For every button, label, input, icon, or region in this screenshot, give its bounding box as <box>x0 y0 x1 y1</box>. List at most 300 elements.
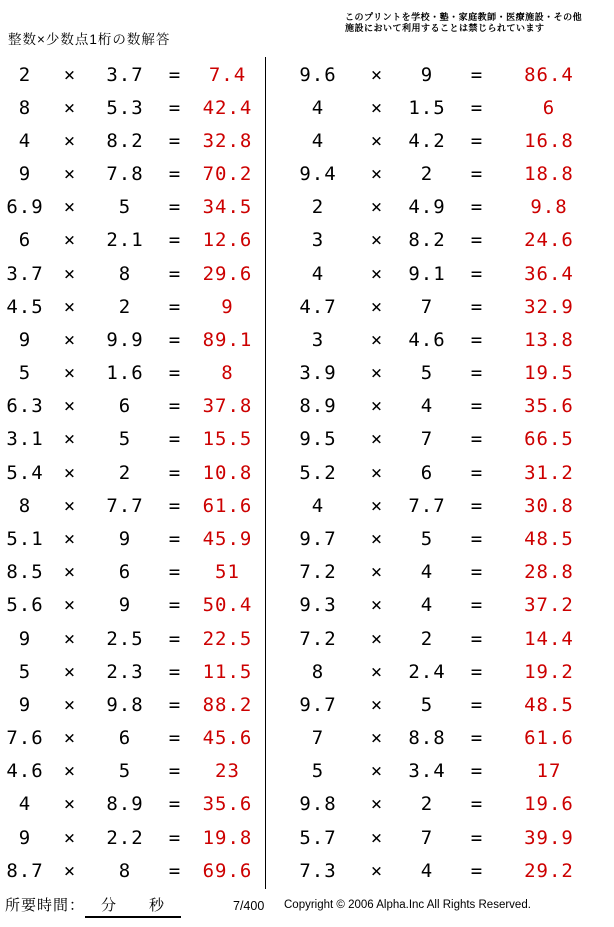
multiplicand: 4.5 <box>6 295 44 318</box>
times-icon: × <box>370 328 384 351</box>
multiplier: 4 <box>420 859 434 882</box>
times-icon: × <box>63 328 77 351</box>
multiplicand: 9 <box>18 163 32 186</box>
answer-value: 10.8 <box>202 461 253 484</box>
equals-sign: = <box>168 229 182 252</box>
multiplicand: 6.9 <box>6 196 44 219</box>
multiplier: 2.5 <box>106 627 144 650</box>
answer-value: 23 <box>215 760 240 783</box>
problem-row <box>266 721 614 754</box>
times-icon: × <box>63 96 77 119</box>
problem-row <box>0 124 265 157</box>
multiplicand: 6.3 <box>6 395 44 418</box>
multiplicand: 9 <box>18 328 32 351</box>
times-icon: × <box>63 594 77 617</box>
multiplier: 5 <box>118 196 132 219</box>
problem-row <box>266 556 614 589</box>
answer-value: 37.8 <box>202 395 253 418</box>
answer-value: 66.5 <box>524 428 574 451</box>
answer-value: 35.6 <box>202 793 253 816</box>
answer-value: 8 <box>221 362 234 385</box>
problem-row <box>0 589 265 622</box>
multiplicand: 7 <box>311 727 325 750</box>
times-icon: × <box>63 428 77 451</box>
equals-sign: = <box>470 428 484 451</box>
equals-sign: = <box>470 693 484 716</box>
multiplicand: 8 <box>311 660 325 683</box>
multiplier: 1.6 <box>106 362 144 385</box>
multiplicand: 9.7 <box>299 527 337 550</box>
multiplicand: 4.7 <box>299 295 337 318</box>
answer-value: 36.4 <box>524 262 574 285</box>
times-icon: × <box>63 395 77 418</box>
times-icon: × <box>63 362 77 385</box>
times-icon: × <box>370 362 384 385</box>
multiplier: 2 <box>420 627 434 650</box>
problem-row <box>0 456 265 489</box>
times-icon: × <box>370 561 384 584</box>
times-icon: × <box>63 494 77 517</box>
equals-sign: = <box>470 527 484 550</box>
multiplicand: 9.4 <box>299 163 337 186</box>
times-icon: × <box>370 295 384 318</box>
equals-sign: = <box>168 163 182 186</box>
times-icon: × <box>370 96 384 119</box>
equals-sign: = <box>168 395 182 418</box>
time-fill-in-blank <box>85 894 181 918</box>
answer-value: 29.6 <box>202 262 253 285</box>
problem-row <box>0 58 265 91</box>
multiplicand: 9 <box>18 826 32 849</box>
multiplier: 5 <box>420 527 434 550</box>
problem-row <box>0 489 265 522</box>
multiplier: 4.6 <box>408 328 446 351</box>
problem-row <box>266 158 614 191</box>
problem-row <box>0 224 265 257</box>
multiplicand: 8.9 <box>299 395 337 418</box>
multiplier: 9.9 <box>106 328 144 351</box>
equals-sign: = <box>168 660 182 683</box>
multiplier: 2 <box>420 793 434 816</box>
multiplicand: 7.3 <box>299 859 337 882</box>
multiplicand: 7.2 <box>299 561 337 584</box>
multiplicand: 4 <box>311 262 325 285</box>
multiplier: 8.2 <box>106 129 144 152</box>
times-icon: × <box>63 727 77 750</box>
multiplicand: 8 <box>18 494 32 517</box>
problem-row <box>0 290 265 323</box>
multiplier: 7 <box>420 428 434 451</box>
answer-value: 34.5 <box>202 196 253 219</box>
problem-row <box>0 357 265 390</box>
equals-sign: = <box>168 262 182 285</box>
multiplier: 9 <box>118 527 132 550</box>
equals-sign: = <box>470 262 484 285</box>
equals-sign: = <box>470 96 484 119</box>
multiplier: 3.7 <box>106 63 144 86</box>
times-icon: × <box>370 760 384 783</box>
multiplicand: 8.5 <box>6 561 44 584</box>
multiplicand: 3 <box>311 328 325 351</box>
multiplier: 4 <box>420 561 434 584</box>
equals-sign: = <box>470 793 484 816</box>
multiplicand: 9.8 <box>299 793 337 816</box>
multiplier: 6 <box>118 727 132 750</box>
equals-sign: = <box>168 727 182 750</box>
multiplicand: 3.1 <box>6 428 44 451</box>
answer-value: 29.2 <box>524 859 574 882</box>
times-icon: × <box>370 693 384 716</box>
answer-value: 37.2 <box>524 594 574 617</box>
answer-value: 30.8 <box>524 494 574 517</box>
equals-sign: = <box>168 129 182 152</box>
equals-sign: = <box>470 727 484 750</box>
multiplier: 8.9 <box>106 793 144 816</box>
times-icon: × <box>63 295 77 318</box>
problem-row <box>266 854 614 887</box>
multiplier: 2.1 <box>106 229 144 252</box>
multiplier: 7.7 <box>408 494 446 517</box>
answer-value: 31.2 <box>524 461 574 484</box>
times-icon: × <box>370 229 384 252</box>
multiplicand: 4 <box>18 129 32 152</box>
times-icon: × <box>370 793 384 816</box>
problem-row <box>266 456 614 489</box>
multiplicand: 7.6 <box>6 727 44 750</box>
answer-value: 9.8 <box>530 196 568 219</box>
equals-sign: = <box>168 461 182 484</box>
multiplicand: 8 <box>18 96 32 119</box>
multiplicand: 9.7 <box>299 693 337 716</box>
problem-row <box>0 622 265 655</box>
times-icon: × <box>370 826 384 849</box>
times-icon: × <box>370 594 384 617</box>
equals-sign: = <box>168 627 182 650</box>
times-icon: × <box>63 760 77 783</box>
answer-value: 35.6 <box>524 395 574 418</box>
problem-row <box>266 124 614 157</box>
problem-row <box>266 655 614 688</box>
multiplier: 8 <box>118 262 132 285</box>
multiplicand: 3.9 <box>299 362 337 385</box>
problem-row <box>0 854 265 887</box>
equals-sign: = <box>168 693 182 716</box>
answer-value: 45.6 <box>202 727 253 750</box>
multiplicand: 4 <box>311 494 325 517</box>
times-icon: × <box>370 727 384 750</box>
time-required-label: 所要時間： <box>5 897 86 914</box>
problem-row <box>266 788 614 821</box>
equals-sign: = <box>470 461 484 484</box>
equals-sign: = <box>470 760 484 783</box>
times-icon: × <box>63 63 77 86</box>
multiplier: 8 <box>118 859 132 882</box>
equals-sign: = <box>470 561 484 584</box>
multiplicand: 4 <box>311 129 325 152</box>
multiplier: 2.4 <box>408 660 446 683</box>
multiplicand: 3 <box>311 229 325 252</box>
equals-sign: = <box>168 328 182 351</box>
problem-row <box>0 821 265 854</box>
equals-sign: = <box>168 196 182 219</box>
problem-row <box>0 721 265 754</box>
multiplier: 4.9 <box>408 196 446 219</box>
answer-value: 19.5 <box>524 362 574 385</box>
answer-value: 45.9 <box>202 527 253 550</box>
equals-sign: = <box>470 395 484 418</box>
multiplier: 3.4 <box>408 760 446 783</box>
equals-sign: = <box>168 527 182 550</box>
equals-sign: = <box>168 63 182 86</box>
answer-value: 24.6 <box>524 229 574 252</box>
equals-sign: = <box>470 660 484 683</box>
times-icon: × <box>63 163 77 186</box>
multiplicand: 9.5 <box>299 428 337 451</box>
answer-value: 61.6 <box>524 727 574 750</box>
multiplicand: 5 <box>18 660 32 683</box>
multiplier: 6 <box>118 561 132 584</box>
answer-value: 28.8 <box>524 561 574 584</box>
multiplicand: 2 <box>311 196 325 219</box>
problem-row <box>266 91 614 124</box>
multiplier: 5 <box>118 760 132 783</box>
usage-disclaimer <box>345 12 583 34</box>
multiplier: 2.2 <box>106 826 144 849</box>
times-icon: × <box>63 793 77 816</box>
problem-row <box>0 423 265 456</box>
seconds-label: 秒 <box>149 897 166 914</box>
multiplicand: 5.2 <box>299 461 337 484</box>
multiplicand: 5 <box>311 760 325 783</box>
multiplier: 4.2 <box>408 129 446 152</box>
times-icon: × <box>63 461 77 484</box>
problem-row <box>266 390 614 423</box>
problem-row <box>0 788 265 821</box>
multiplier: 7.8 <box>106 163 144 186</box>
answer-value: 51 <box>215 561 240 584</box>
multiplier: 4 <box>420 594 434 617</box>
times-icon: × <box>370 859 384 882</box>
multiplier: 7 <box>420 826 434 849</box>
times-icon: × <box>63 660 77 683</box>
multiplier: 5 <box>118 428 132 451</box>
times-icon: × <box>370 527 384 550</box>
equals-sign: = <box>168 494 182 517</box>
multiplier: 1.5 <box>408 96 446 119</box>
multiplicand: 7.2 <box>299 627 337 650</box>
problem-row <box>266 755 614 788</box>
answer-value: 32.8 <box>202 129 253 152</box>
problem-row <box>266 589 614 622</box>
equals-sign: = <box>470 328 484 351</box>
answer-value: 19.8 <box>202 826 253 849</box>
problem-row <box>0 158 265 191</box>
answer-value: 9 <box>221 295 234 318</box>
usage-disclaimer-line2: 施設において利用することは禁じられています <box>345 23 545 33</box>
answer-value: 48.5 <box>524 693 574 716</box>
multiplier: 6 <box>420 461 434 484</box>
times-icon: × <box>370 262 384 285</box>
page-title: 整数×少数点1桁の数解答 <box>8 32 171 47</box>
problem-row <box>266 224 614 257</box>
times-icon: × <box>370 461 384 484</box>
problem-row <box>266 688 614 721</box>
times-icon: × <box>370 63 384 86</box>
equals-sign: = <box>470 63 484 86</box>
answer-value: 19.2 <box>524 660 574 683</box>
problem-row <box>266 821 614 854</box>
times-icon: × <box>370 494 384 517</box>
answer-value: 61.6 <box>202 494 253 517</box>
answer-value: 42.4 <box>202 96 253 119</box>
multiplier: 8.2 <box>408 229 446 252</box>
multiplier: 2 <box>118 461 132 484</box>
multiplier: 5 <box>420 693 434 716</box>
answer-value: 13.8 <box>524 328 574 351</box>
times-icon: × <box>63 826 77 849</box>
multiplier: 2 <box>118 295 132 318</box>
multiplicand: 3.7 <box>6 262 44 285</box>
problem-row <box>266 290 614 323</box>
times-icon: × <box>370 129 384 152</box>
answer-value: 50.4 <box>202 594 253 617</box>
equals-sign: = <box>168 760 182 783</box>
multiplier: 6 <box>118 395 132 418</box>
times-icon: × <box>370 163 384 186</box>
problem-row <box>266 191 614 224</box>
multiplicand: 9 <box>18 693 32 716</box>
problem-row <box>266 357 614 390</box>
equals-sign: = <box>168 793 182 816</box>
problem-row <box>0 655 265 688</box>
equals-sign: = <box>470 826 484 849</box>
answer-value: 16.8 <box>524 129 574 152</box>
equals-sign: = <box>470 627 484 650</box>
answer-value: 86.4 <box>524 63 574 86</box>
times-icon: × <box>370 660 384 683</box>
multiplicand: 8.7 <box>6 859 44 882</box>
multiplier: 9.8 <box>106 693 144 716</box>
equals-sign: = <box>470 494 484 517</box>
equals-sign: = <box>168 362 182 385</box>
equals-sign: = <box>470 594 484 617</box>
problem-row <box>266 58 614 91</box>
equals-sign: = <box>168 428 182 451</box>
multiplier: 7 <box>420 295 434 318</box>
answer-value: 70.2 <box>202 163 253 186</box>
answer-value: 32.9 <box>524 295 574 318</box>
equals-sign: = <box>470 129 484 152</box>
multiplicand: 5.7 <box>299 826 337 849</box>
answer-value: 11.5 <box>202 660 253 683</box>
equals-sign: = <box>168 594 182 617</box>
times-icon: × <box>63 129 77 152</box>
multiplicand: 6 <box>18 229 32 252</box>
equals-sign: = <box>168 859 182 882</box>
multiplicand: 4.6 <box>6 760 44 783</box>
multiplier: 7.7 <box>106 494 144 517</box>
time-required-field <box>5 894 181 918</box>
problem-row <box>266 622 614 655</box>
multiplier: 9 <box>420 63 434 86</box>
answer-value: 12.6 <box>202 229 253 252</box>
equals-sign: = <box>470 196 484 219</box>
answer-value: 22.5 <box>202 627 253 650</box>
equals-sign: = <box>470 295 484 318</box>
multiplicand: 5.6 <box>6 594 44 617</box>
multiplier: 5 <box>420 362 434 385</box>
answer-value: 18.8 <box>524 163 574 186</box>
times-icon: × <box>370 428 384 451</box>
answer-value: 15.5 <box>202 428 253 451</box>
multiplier: 2 <box>420 163 434 186</box>
times-icon: × <box>63 693 77 716</box>
times-icon: × <box>63 262 77 285</box>
multiplicand: 5.1 <box>6 527 44 550</box>
problem-row <box>0 556 265 589</box>
multiplier: 9 <box>118 594 132 617</box>
problem-row <box>0 323 265 356</box>
minutes-label: 分 <box>101 897 118 914</box>
multiplier: 2.3 <box>106 660 144 683</box>
problems-column-left <box>0 58 265 887</box>
page-number: 7/400 <box>233 899 265 913</box>
problem-row <box>0 257 265 290</box>
problem-row <box>0 91 265 124</box>
problem-row <box>0 688 265 721</box>
problem-row <box>266 489 614 522</box>
multiplicand: 2 <box>18 63 32 86</box>
multiplier: 5.3 <box>106 96 144 119</box>
multiplicand: 9 <box>18 627 32 650</box>
times-icon: × <box>370 196 384 219</box>
equals-sign: = <box>470 859 484 882</box>
equals-sign: = <box>168 826 182 849</box>
problems-column-right <box>266 58 614 887</box>
times-icon: × <box>63 627 77 650</box>
problem-row <box>0 390 265 423</box>
equals-sign: = <box>168 295 182 318</box>
multiplicand: 4 <box>311 96 325 119</box>
equals-sign: = <box>168 96 182 119</box>
problem-row <box>266 423 614 456</box>
answer-value: 88.2 <box>202 693 253 716</box>
answer-value: 17 <box>536 760 562 783</box>
multiplicand: 9.6 <box>299 63 337 86</box>
multiplicand: 9.3 <box>299 594 337 617</box>
times-icon: × <box>63 527 77 550</box>
answer-value: 69.6 <box>202 859 253 882</box>
multiplier: 8.8 <box>408 727 446 750</box>
answer-value: 19.6 <box>524 793 574 816</box>
multiplier: 4 <box>420 395 434 418</box>
copyright-notice: Copyright © 2006 Alpha.Inc All Rights Reserved. <box>284 899 531 911</box>
times-icon: × <box>370 627 384 650</box>
problem-row <box>0 755 265 788</box>
times-icon: × <box>63 229 77 252</box>
multiplicand: 5 <box>18 362 32 385</box>
problem-row <box>266 257 614 290</box>
multiplier: 9.1 <box>408 262 446 285</box>
times-icon: × <box>63 561 77 584</box>
equals-sign: = <box>168 561 182 584</box>
times-icon: × <box>370 395 384 418</box>
equals-sign: = <box>470 229 484 252</box>
answer-value: 7.4 <box>208 63 247 86</box>
times-icon: × <box>63 196 77 219</box>
answer-value: 14.4 <box>524 627 574 650</box>
problem-row <box>266 522 614 555</box>
